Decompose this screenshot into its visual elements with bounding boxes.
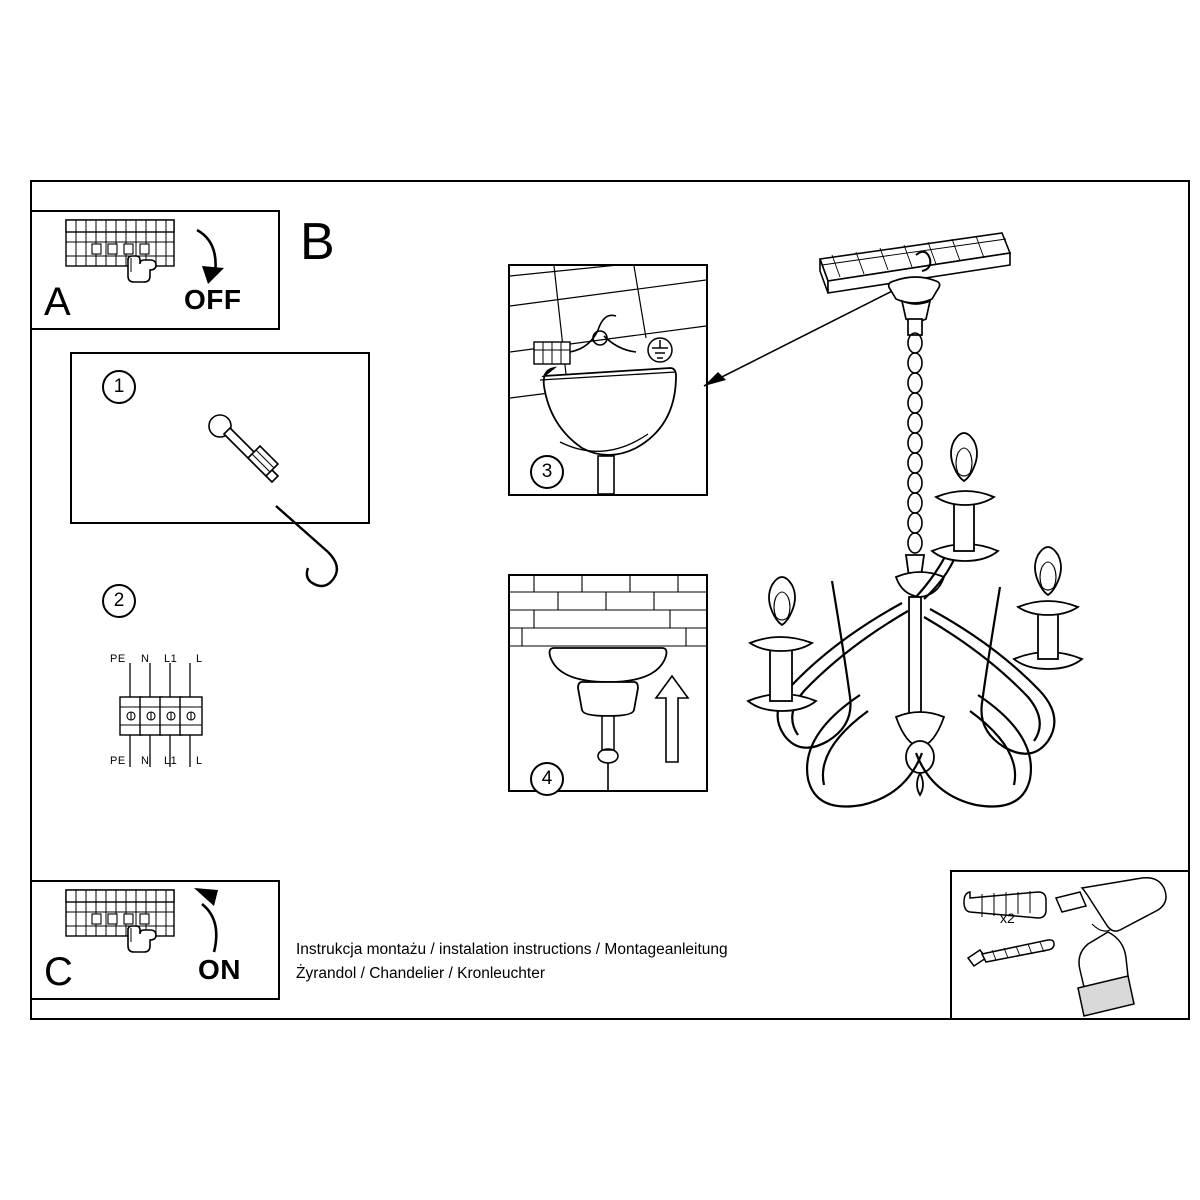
chandelier-illustration: [710, 225, 1180, 825]
caption-line-1: Instrukcja montażu / instalation instructions / Montageanleitung: [296, 941, 728, 958]
step-4-box: [508, 574, 708, 792]
ceiling-hook-icon: [250, 500, 370, 600]
hardware-illustration: [952, 872, 1188, 1018]
chain-icon: [908, 333, 922, 553]
panel-c-letter: C: [44, 950, 73, 994]
step-2-number-badge: [102, 584, 136, 618]
terminal-top-label-pe: PE: [110, 653, 126, 665]
step-4-number: 4: [541, 768, 553, 789]
instruction-caption: [296, 938, 728, 986]
panel-c-state-label: ON: [198, 954, 241, 985]
hardware-box: [950, 870, 1190, 1020]
terminal-top-label-l1: L1: [164, 653, 178, 665]
terminal-bottom-label-l: L: [196, 755, 203, 767]
panel-a-state-label: OFF: [184, 284, 242, 315]
panel-a-box: [30, 210, 280, 330]
terminal-block-diagram: [108, 645, 238, 790]
step-3-number: 3: [541, 461, 553, 482]
push-up-arrow-icon: [656, 676, 688, 762]
section-b-letter: B: [300, 213, 335, 271]
earth-symbol-icon: [648, 338, 672, 362]
step-4-number-badge: [530, 762, 564, 796]
terminal-top-label-l: L: [196, 653, 203, 665]
caption-line-2: Żyrandol / Chandelier / Kronleuchter: [296, 965, 545, 983]
step-1-number-badge: [102, 370, 136, 404]
terminal-bottom-label-n: N: [141, 755, 150, 767]
step-1-number: 1: [113, 376, 125, 397]
hardware-quantity-label: x2: [1000, 910, 1015, 926]
canopy-chain-illustration: [510, 576, 706, 790]
terminal-bottom-label-pe: PE: [110, 755, 126, 767]
terminal-block-icon: [108, 645, 238, 790]
step-2-number: 2: [113, 590, 125, 611]
panel-a-letter: A: [44, 280, 71, 324]
step-3-number-badge: [530, 455, 564, 489]
terminal-top-label-n: N: [141, 653, 150, 665]
terminal-bottom-label-l1: L1: [164, 755, 178, 767]
panel-c-box: [30, 880, 280, 1000]
